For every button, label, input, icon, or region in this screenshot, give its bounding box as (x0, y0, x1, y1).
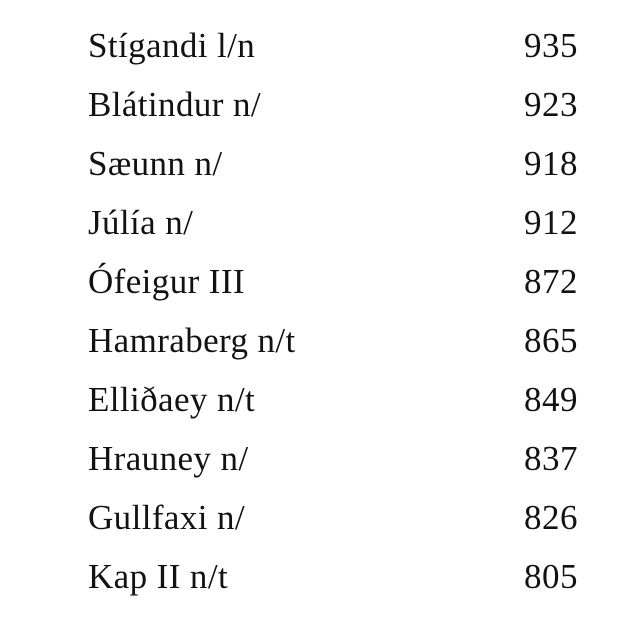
entry-score: 912 (524, 203, 578, 242)
entry-name: Stígandi l/n (88, 26, 256, 65)
entry-name: Hamraberg n/t (88, 321, 296, 360)
entry-score: 826 (524, 498, 578, 537)
table-row (88, 559, 580, 618)
listing-table (88, 28, 580, 618)
entry-score: 865 (524, 321, 578, 360)
entry-name: Hrauney n/ (88, 439, 249, 478)
entry-score: 935 (524, 26, 578, 65)
entry-score: 805 (524, 557, 578, 596)
table-row (88, 323, 580, 382)
entry-name: Júlía n/ (88, 203, 194, 242)
table-row (88, 28, 580, 87)
table-row (88, 87, 580, 146)
entry-score: 849 (524, 380, 578, 419)
entry-score: 923 (524, 85, 578, 124)
table-row (88, 382, 580, 441)
entry-score: 872 (524, 262, 578, 301)
entry-score: 918 (524, 144, 578, 183)
entry-name: Kap II n/t (88, 557, 229, 596)
entry-name: Gullfaxi n/ (88, 498, 246, 537)
entry-name: Sæunn n/ (88, 144, 223, 183)
entry-score: 837 (524, 439, 578, 478)
entry-name: Ófeigur III (88, 262, 245, 301)
entry-name: Blátindur n/ (88, 85, 261, 124)
table-row (88, 441, 580, 500)
table-row (88, 146, 580, 205)
table-row (88, 205, 580, 264)
table-row (88, 500, 580, 559)
table-row (88, 264, 580, 323)
entry-name: Elliðaey n/t (88, 380, 256, 419)
